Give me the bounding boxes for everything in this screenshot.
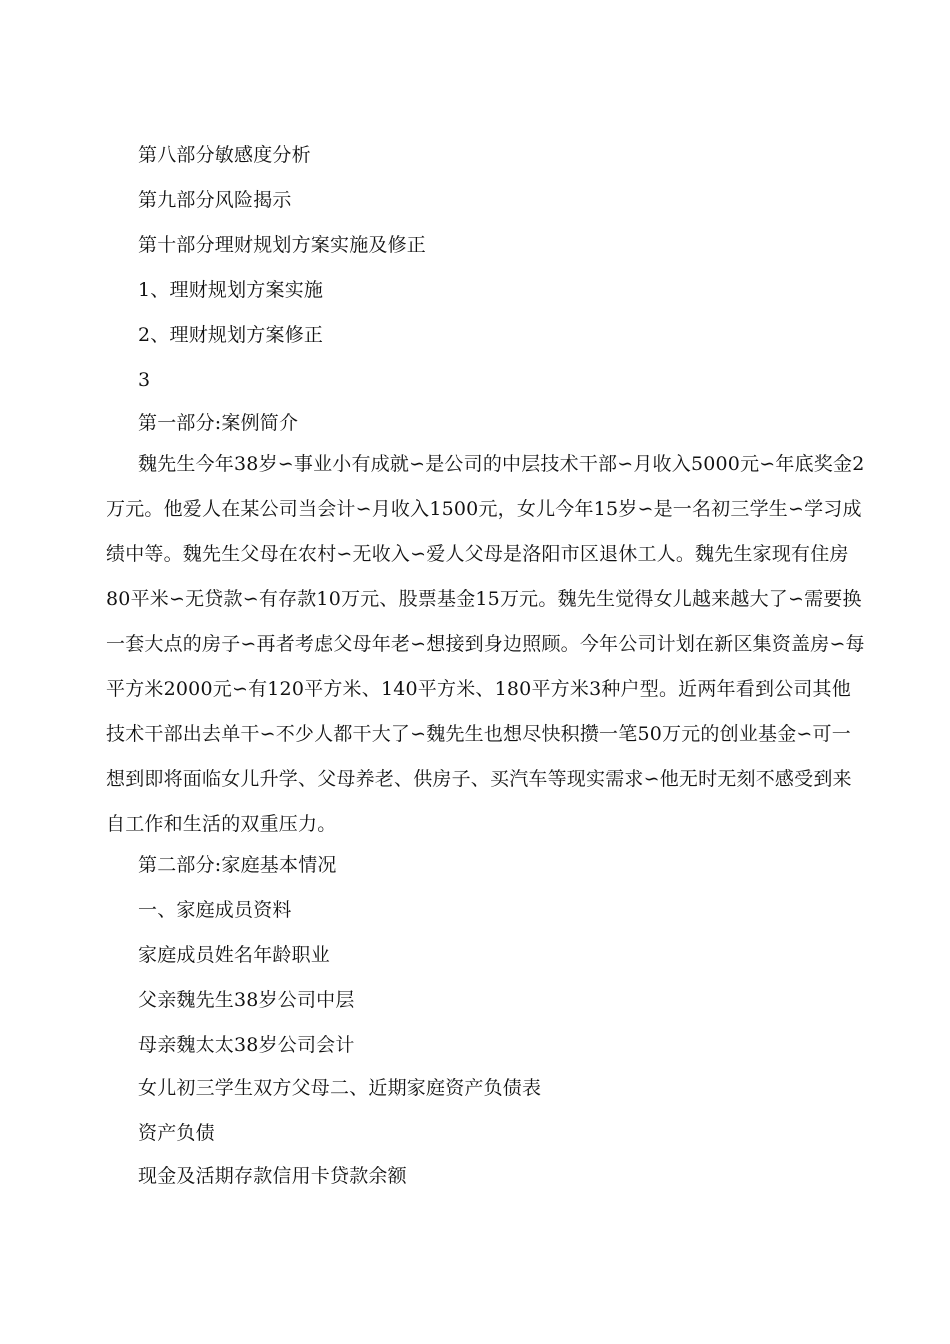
family-row-mother: 母亲魏太太38岁公司会计: [138, 1034, 355, 1056]
family-members-subheading: 一、家庭成员资料: [138, 899, 292, 921]
family-row-father: 父亲魏先生38岁公司中层: [138, 989, 355, 1011]
toc-part9: 第九部分风险揭示: [138, 189, 292, 211]
page-number: 3: [138, 369, 151, 391]
section1-body: 魏先生今年38岁∽事业小有成就∽是公司的中层技术干部∽月收入5000元∽年底奖金2万元。他爱人在某公司当会计∽月收入1500元，女儿今年15岁∽是一名初三学生∽学习成绩中等。魏先生父母在农村∽无收入∽爱人父母是洛阳市区退休工人。魏先生家现有住房80平米∽无贷款∽有存款10万元、股票基金15万元。魏先生觉得女儿越来越大了∽需要换一套大点的房子∽再者考虑父母年老∽想接到身边照顾。今年公司计划在新区集资盖房∽每平方米2000元∽有120平方米、140平方米、180平方米3种户型。近两年看到公司其他技术干部出去单干∽不少人都干大了∽魏先生也想尽快积攒一笔50万元的创业基金∽可一想到即将面临女儿升学、父母养老、供房子、买汽车等现实需求∽他无时无刻不感受到来自工作和生活的双重压力。: [106, 453, 865, 835]
section2-heading: 第二部分:家庭基本情况: [138, 854, 337, 876]
family-table-header: 家庭成员姓名年龄职业: [138, 944, 331, 966]
toc-item-2: 2、理财规划方案修正: [138, 324, 324, 346]
toc-part8: 第八部分敏感度分析: [138, 144, 311, 166]
balance-sheet-row: 现金及活期存款信用卡贷款余额: [138, 1165, 407, 1187]
toc-item-1: 1、理财规划方案实施: [138, 279, 324, 301]
family-row-daughter: 女儿初三学生双方父母二、近期家庭资产负债表: [138, 1077, 542, 1099]
section1-heading: 第一部分:案例简介: [138, 412, 299, 434]
toc-part10: 第十部分理财规划方案实施及修正: [138, 234, 427, 256]
balance-sheet-header: 资产负债: [138, 1122, 215, 1144]
